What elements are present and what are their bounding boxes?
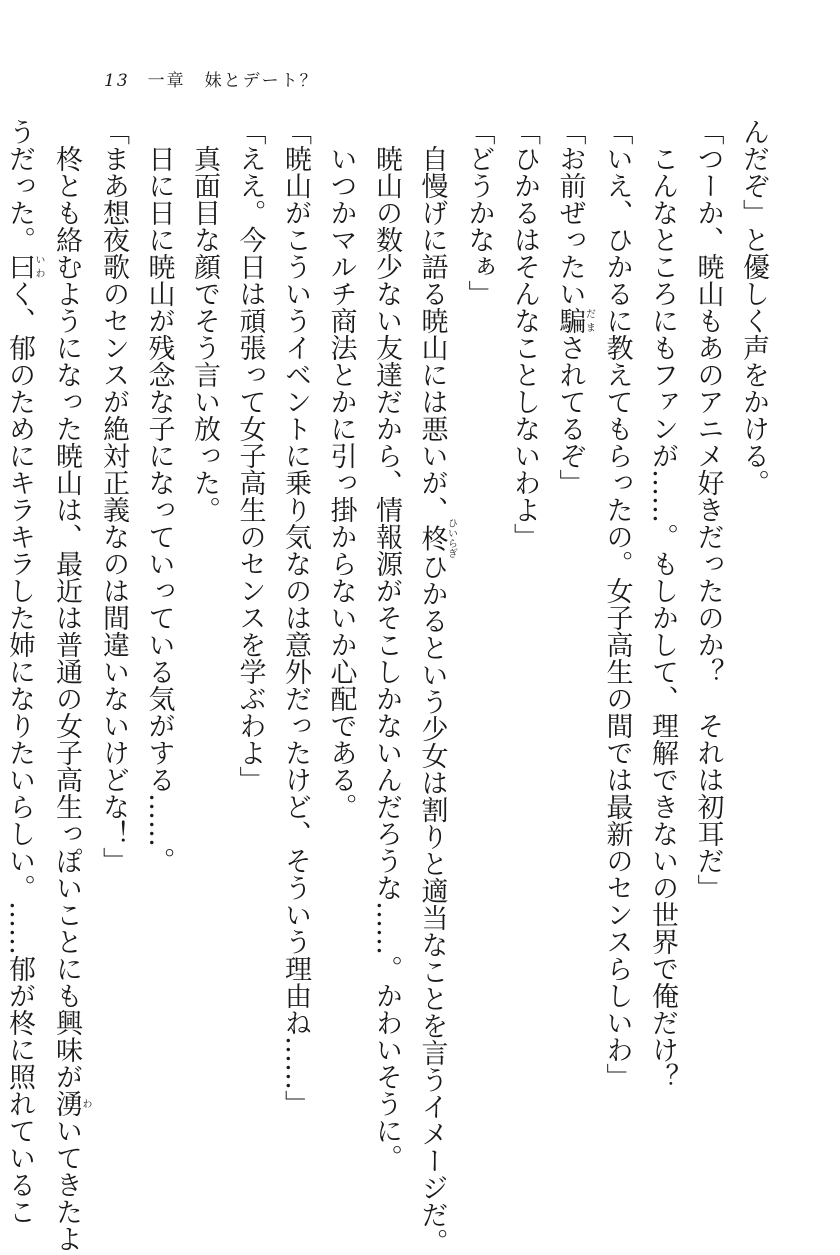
- text-line: [0, 118, 44, 1225]
- ruby-reading: いわ: [33, 253, 44, 280]
- text-segment: されてるぞ」: [554, 334, 586, 496]
- text-segment: 柊とも絡むようになった暁山は、最近は普通の女子高生っぽいことにも興味が: [51, 118, 82, 1090]
- text-line: 「どうかなぁ」: [463, 118, 495, 307]
- text-line: いつかマルチ商法とかに引っ掛からないか心配である。: [325, 118, 357, 820]
- ruby-damasa: [554, 307, 595, 334]
- vertical-body-text: [0, 118, 776, 1255]
- ruby-base: 騙: [554, 307, 586, 334]
- ruby-iwa: [4, 253, 44, 280]
- text-line: 「ひかるはそんなことしないわよ」: [509, 118, 540, 550]
- text-line: 暁山の数少ない友達だから、情報源がそこしかないんだろうな……。かわいそうに。: [371, 118, 402, 1171]
- text-line: んだぞ」と優しく声をかける。: [738, 118, 769, 496]
- ruby-waku: [51, 1090, 91, 1117]
- ruby-reading: ひいらぎ: [445, 518, 457, 558]
- ruby-base: 柊: [416, 518, 448, 558]
- text-line: こんなところにもファンが……。もしかして、理解できないの世界で俺だけ？: [647, 118, 678, 1090]
- ruby-base: 曰: [4, 253, 35, 280]
- text-line: [409, 118, 457, 1255]
- page-number: 13: [104, 71, 130, 91]
- text-segment: 自慢げに語る暁山には悪いが、: [416, 118, 448, 523]
- text-segment: いてきたよ: [51, 1117, 82, 1252]
- text-segment: ひかるという少女は割りと適当なことを言うイメージだ。: [416, 553, 448, 1255]
- text-line: [547, 118, 594, 1128]
- text-line: 「暁山がこういうイベントに乗り気なのは意外だったけど、そういう理由ね……」: [280, 118, 311, 1117]
- text-line: [44, 118, 91, 1252]
- text-line: 「まあ想夜歌のセンスが絶対正義なのは間違いないけどな！」: [98, 118, 129, 874]
- chapter-title: 一章 妹とデート？: [147, 71, 319, 91]
- ruby-base: 湧: [51, 1090, 82, 1117]
- text-segment: く、郁のためにキラキラした姉になりたいらしい。……郁が柊に照れているこ: [4, 280, 35, 1225]
- text-segment: 「お前ぜったい: [554, 118, 586, 307]
- text-segment: うだった。: [4, 118, 35, 253]
- text-line: 「ええ。今日は頑張って女子高生のセンスを学ぶわよ」: [234, 118, 266, 793]
- running-header: [104, 66, 319, 91]
- ruby-reading: わ: [80, 1090, 91, 1117]
- text-line: 「つーか、暁山もあのアニメ好きだったのか？ それは初耳だ」: [692, 118, 724, 901]
- text-line: 日に日に暁山が残念な子になっていっている気がする……。: [143, 118, 175, 874]
- text-line: 「いえ、ひかるに教えてもらったの。女子高生の間では最新のセンスらしいわ」: [601, 118, 633, 1090]
- ruby-reading: だま: [583, 307, 595, 334]
- ruby-hiiragi: [416, 518, 457, 558]
- text-line: 真面目な顔でそう言い放った。: [189, 118, 220, 523]
